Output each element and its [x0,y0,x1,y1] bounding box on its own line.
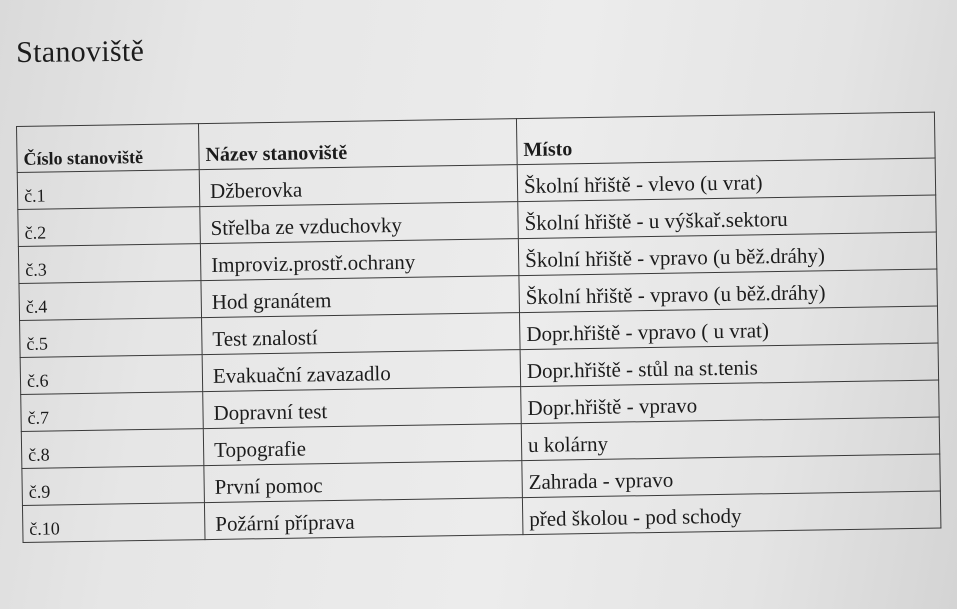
station-number: č.6 [20,355,203,395]
station-location: Školní hřiště - vpravo (u běž.dráhy) [518,232,937,276]
station-name: Střelba ze vzduchovky [200,202,519,244]
station-name: Požární příprava [204,498,523,540]
station-name: Improviz.prostř.ochrany [200,239,519,281]
station-number: č.10 [22,503,205,543]
station-location: Dopr.hřiště - vpravo [521,380,940,424]
station-name: Džberovka [199,165,518,207]
station-name: První pomoc [204,461,523,503]
station-location: Školní hřiště - vlevo (u vrat) [517,158,936,202]
station-number: č.4 [19,281,202,321]
station-number: č.7 [21,392,204,432]
header-station-number: Číslo stanoviště [17,124,200,173]
station-name: Dopravní test [203,387,522,429]
station-location: Zahrada - vpravo [522,454,941,498]
station-number: č.3 [18,244,201,284]
station-location: u kolárny [521,417,940,461]
station-name: Hod granátem [201,276,520,318]
station-number: č.1 [17,170,200,210]
station-location: Dopr.hřiště - vpravo ( u vrat) [519,306,938,350]
station-name: Test znalostí [202,313,521,355]
station-location: Dopr.hřiště - stůl na st.tenis [520,343,939,387]
station-number: č.2 [18,207,201,247]
station-location: Školní hřiště - vpravo (u běž.dráhy) [519,269,938,313]
station-location: Školní hřiště - u výškař.sektoru [518,195,937,239]
stations-table [16,112,941,543]
header-station-name: Název stanoviště [198,119,517,170]
page-title: Stanoviště [16,34,145,70]
station-number: č.9 [22,466,205,506]
station-number: č.8 [21,429,204,469]
station-name: Topografie [203,424,522,466]
station-number: č.5 [20,318,203,358]
header-location: Místo [516,112,935,165]
stations-table-container [16,112,940,543]
station-location: před školou - pod schody [522,491,941,535]
station-name: Evakuační zavazadlo [202,350,521,392]
